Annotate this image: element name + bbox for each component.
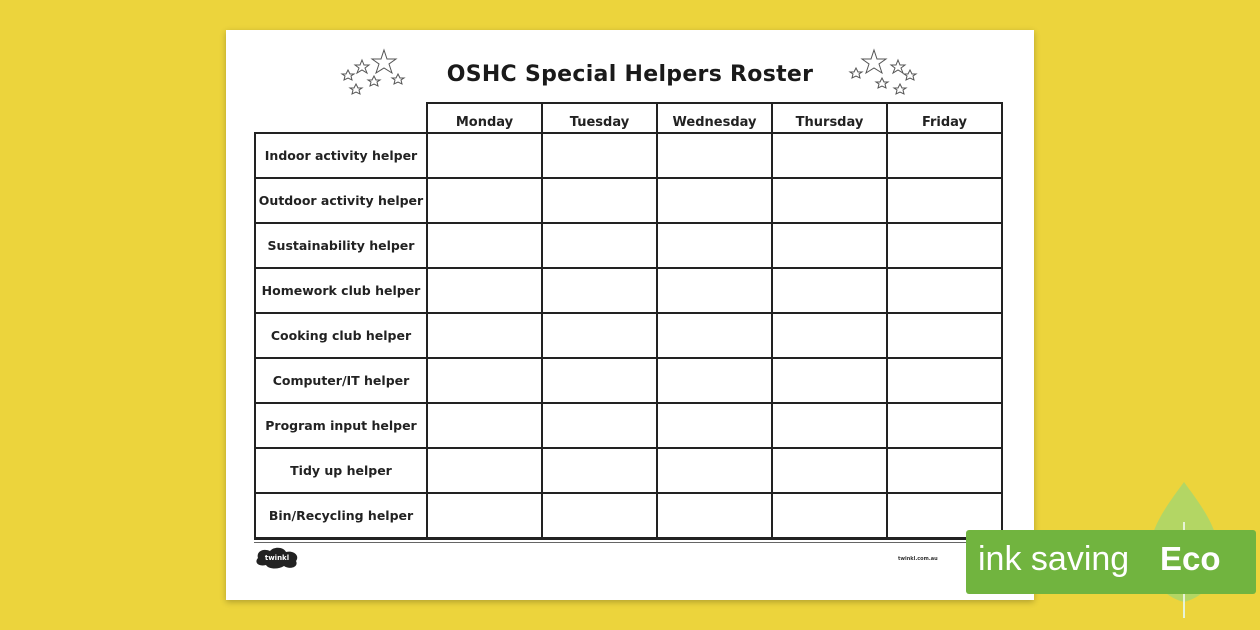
worksheet	[226, 30, 1034, 600]
roster-cell[interactable]	[542, 493, 657, 538]
roster-cell[interactable]	[772, 178, 887, 223]
eco-badge-label: ink saving	[978, 540, 1130, 578]
roster-cell[interactable]	[542, 178, 657, 223]
twinkl-logo	[254, 546, 300, 570]
roster-cell[interactable]	[542, 403, 657, 448]
roster-table	[254, 102, 1003, 539]
roster-cell[interactable]	[772, 268, 887, 313]
roster-cell[interactable]	[772, 223, 887, 268]
roster-row	[255, 133, 1002, 178]
role-label: Sustainability helper	[255, 223, 427, 268]
roster-cell[interactable]	[542, 313, 657, 358]
roster-row	[255, 268, 1002, 313]
roster-cell[interactable]	[772, 313, 887, 358]
roster-cell[interactable]	[887, 178, 1002, 223]
role-label: Tidy up helper	[255, 448, 427, 493]
day-header: Tuesday	[542, 103, 657, 133]
roster-cell[interactable]	[542, 448, 657, 493]
roster-cell[interactable]	[427, 493, 542, 538]
roster-row	[255, 223, 1002, 268]
footer-rule-thin	[254, 542, 1006, 543]
roster-cell[interactable]	[887, 358, 1002, 403]
corner-blank	[255, 103, 427, 133]
roster-cell[interactable]	[657, 178, 772, 223]
roster-cell[interactable]	[657, 493, 772, 538]
roster-cell[interactable]	[657, 448, 772, 493]
roster-cell[interactable]	[772, 133, 887, 178]
roster-row	[255, 358, 1002, 403]
roster-cell[interactable]	[427, 403, 542, 448]
roster-cell[interactable]	[657, 313, 772, 358]
day-header: Thursday	[772, 103, 887, 133]
role-label: Bin/Recycling helper	[255, 493, 427, 538]
roster-cell[interactable]	[427, 178, 542, 223]
roster-cell[interactable]	[887, 133, 1002, 178]
role-label: Program input helper	[255, 403, 427, 448]
roster-cell[interactable]	[887, 313, 1002, 358]
roster-cell[interactable]	[542, 358, 657, 403]
roster-cell[interactable]	[887, 223, 1002, 268]
roster-row	[255, 178, 1002, 223]
day-header: Wednesday	[657, 103, 772, 133]
roster-cell[interactable]	[542, 133, 657, 178]
roster-cell[interactable]	[657, 133, 772, 178]
roster-cell[interactable]	[427, 448, 542, 493]
roster-row	[255, 403, 1002, 448]
roster-cell[interactable]	[657, 223, 772, 268]
roster-cell[interactable]	[887, 403, 1002, 448]
roster-cell[interactable]	[427, 133, 542, 178]
eco-badge-word: Eco	[1160, 540, 1221, 577]
roster-grid	[254, 102, 1003, 539]
roster-cell[interactable]	[427, 358, 542, 403]
day-header: Monday	[427, 103, 542, 133]
worksheet-title: OSHC Special Helpers Roster	[446, 62, 814, 87]
role-label: Outdoor activity helper	[255, 178, 427, 223]
footer-url: twinkl.com.au	[898, 556, 938, 562]
roster-cell[interactable]	[657, 268, 772, 313]
roster-cell[interactable]	[427, 268, 542, 313]
roster-cell[interactable]	[427, 223, 542, 268]
role-label: Indoor activity helper	[255, 133, 427, 178]
roster-cell[interactable]	[657, 358, 772, 403]
roster-cell[interactable]	[772, 493, 887, 538]
day-header-row	[255, 103, 1002, 133]
roster-cell[interactable]	[657, 403, 772, 448]
day-header: Friday	[887, 103, 1002, 133]
roster-cell[interactable]	[772, 403, 887, 448]
role-label: Computer/IT helper	[255, 358, 427, 403]
roster-cell[interactable]	[427, 313, 542, 358]
roster-row	[255, 493, 1002, 538]
roster-cell[interactable]	[887, 448, 1002, 493]
role-label: Homework club helper	[255, 268, 427, 313]
roster-row	[255, 313, 1002, 358]
roster-row	[255, 448, 1002, 493]
logo-text: twinkl	[264, 554, 290, 562]
role-label: Cooking club helper	[255, 313, 427, 358]
footer-rule	[254, 538, 1006, 540]
roster-cell[interactable]	[542, 223, 657, 268]
roster-cell[interactable]	[772, 358, 887, 403]
roster-cell[interactable]	[772, 448, 887, 493]
roster-cell[interactable]	[887, 268, 1002, 313]
roster-cell[interactable]	[542, 268, 657, 313]
